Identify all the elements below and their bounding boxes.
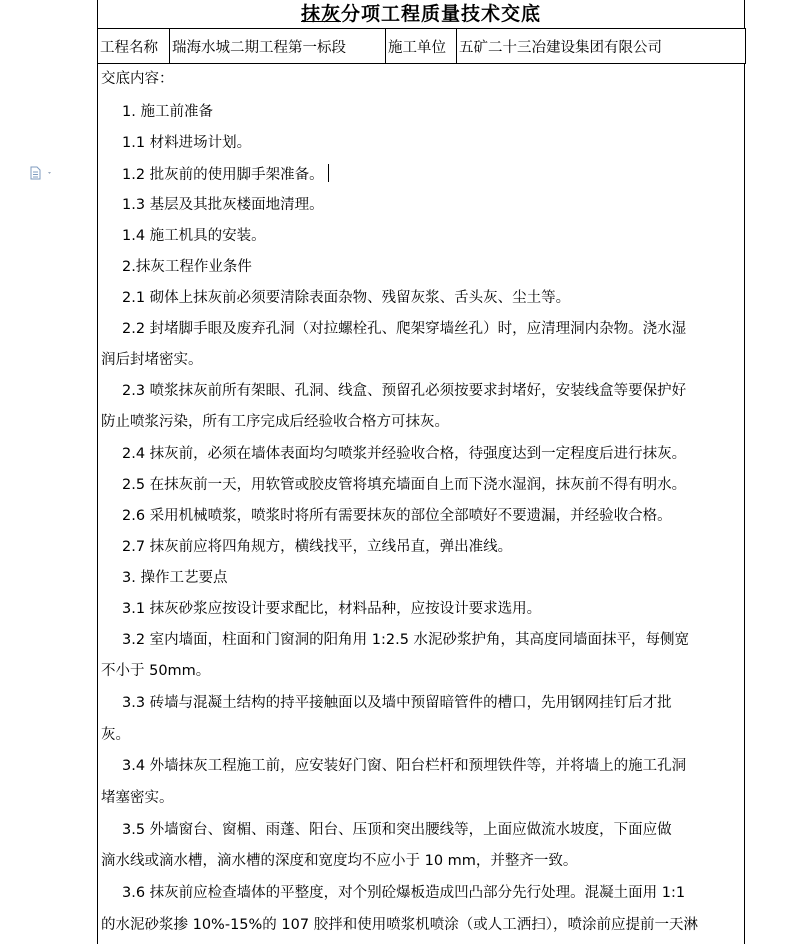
paragraph-2-7: 2.7 抹灰前应将四角规方，横线找平，立线吊直，弹出准线。: [122, 539, 513, 555]
paragraph-1-4: 1.4 施工机具的安装。: [122, 228, 266, 244]
paragraph-1-2-text: 1.2 批灰前的使用脚手架准备。: [122, 167, 324, 183]
content-heading: 交底内容：: [101, 71, 174, 87]
document-title: [97, 0, 745, 28]
paragraph-1-1: 1.1 材料进场计划。: [122, 135, 252, 151]
paragraph-2-2-line-1: 2.2 封堵脚手眼及废弃孔洞（对拉螺栓孔、爬架穿墙丝孔）时，应清理洞内杂物。浇水湿: [122, 321, 687, 337]
header-table: [97, 28, 746, 64]
paragraph-3-6-line-2: 的水泥砂浆掺 10%-15%的 107 胶拌和使用喷浆机喷涂（或人工洒扫），喷涂前应提前一天淋: [101, 917, 698, 933]
section-heading-3: 3. 操作工艺要点: [122, 570, 228, 586]
paragraph-3-5-line-2: 滴水线或滴水槽，滴水槽的深度和宽度均不应小于 10 mm，并整齐一致。: [101, 853, 578, 869]
text-cursor: [328, 164, 329, 182]
construction-unit-label: 施工单位: [386, 29, 457, 64]
paragraph-2-5: 2.5 在抹灰前一天，用软管或胶皮管将填充墙面自上而下浇水湿润，抹灰前不得有明水。: [122, 477, 687, 493]
paragraph-1-2[interactable]: [101, 164, 762, 185]
paragraph-2-3-line-2: 防止喷浆污染，所有工序完成后经验收合格方可抹灰。: [101, 414, 449, 430]
paragraph-2-4: 2.4 抹灰前，必须在墙体表面均匀喷浆并经验收合格，待强度达到一定程度后进行抹灰。: [122, 446, 687, 462]
section-heading-2: 2.抹灰工程作业条件: [122, 259, 252, 275]
paragraph-2-2-line-2: 润后封堵密实。: [101, 352, 203, 368]
content-cell: [97, 64, 745, 944]
paragraph-2-1: 2.1 砌体上抹灰前必须要清除表面杂物、残留灰浆、舌头灰、尘土等。: [122, 290, 571, 306]
project-name-value: 瑞海水城二期工程第一标段: [170, 29, 386, 64]
paragraph-3-1: 3.1 抹灰砂浆应按设计要求配比，材料品种，应按设计要求选用。: [122, 601, 542, 617]
paragraph-3-2-line-1: 3.2 室内墙面，柱面和门窗洞的阳角用 1:2.5 水泥砂浆护角，其高度同墙面抹平，每侧宽: [122, 632, 690, 648]
paragraph-3-4-line-1: 3.4 外墙抹灰工程施工前，应安装好门窗、阳台栏杆和预埋铁件等，并将墙上的施工孔洞: [122, 758, 687, 774]
title-underlined-part: 抹灰: [300, 3, 341, 25]
header-row: [98, 29, 746, 64]
paragraph-3-3-line-1: 3.3 砖墙与混凝土结构的持平接触面以及墙中预留暗管件的槽口，先用钢网挂钉后才批: [122, 695, 672, 711]
paragraph-1-3: 1.3 基层及其批灰楼面地清理。: [122, 197, 324, 213]
paragraph-3-3-line-2: 灰。: [101, 727, 130, 743]
project-name-label: 工程名称: [98, 29, 170, 64]
title-main-part: 分项工程质量技术交底: [341, 3, 542, 25]
paragraph-3-4-line-2: 堵塞密实。: [101, 790, 174, 806]
construction-unit-value: 五矿二十三冶建设集团有限公司: [457, 29, 746, 64]
paragraph-3-5-line-1: 3.5 外墙窗台、窗楣、雨蓬、阳台、压顶和突出腰线等，上面应做流水坡度，下面应做: [122, 822, 672, 838]
paragraph-3-2-line-2: 不小于 50mm。: [101, 663, 211, 679]
section-heading-1: 1. 施工前准备: [122, 104, 213, 120]
document-options-icon[interactable]: [30, 166, 60, 180]
paragraph-2-3-line-1: 2.3 喷浆抹灰前所有架眼、孔洞、线盒、预留孔必须按要求封堵好，安装线盒等要保护好: [122, 383, 687, 399]
paragraph-3-6-line-1: 3.6 抹灰前应检查墙体的平整度，对个别砼爆板造成凹凸部分先行处理。混凝土面用 1:1: [122, 885, 686, 901]
paragraph-2-6: 2.6 采用机械喷浆，喷浆时将所有需要抹灰的部位全部喷好不要遗漏，并经验收合格。: [122, 508, 672, 524]
